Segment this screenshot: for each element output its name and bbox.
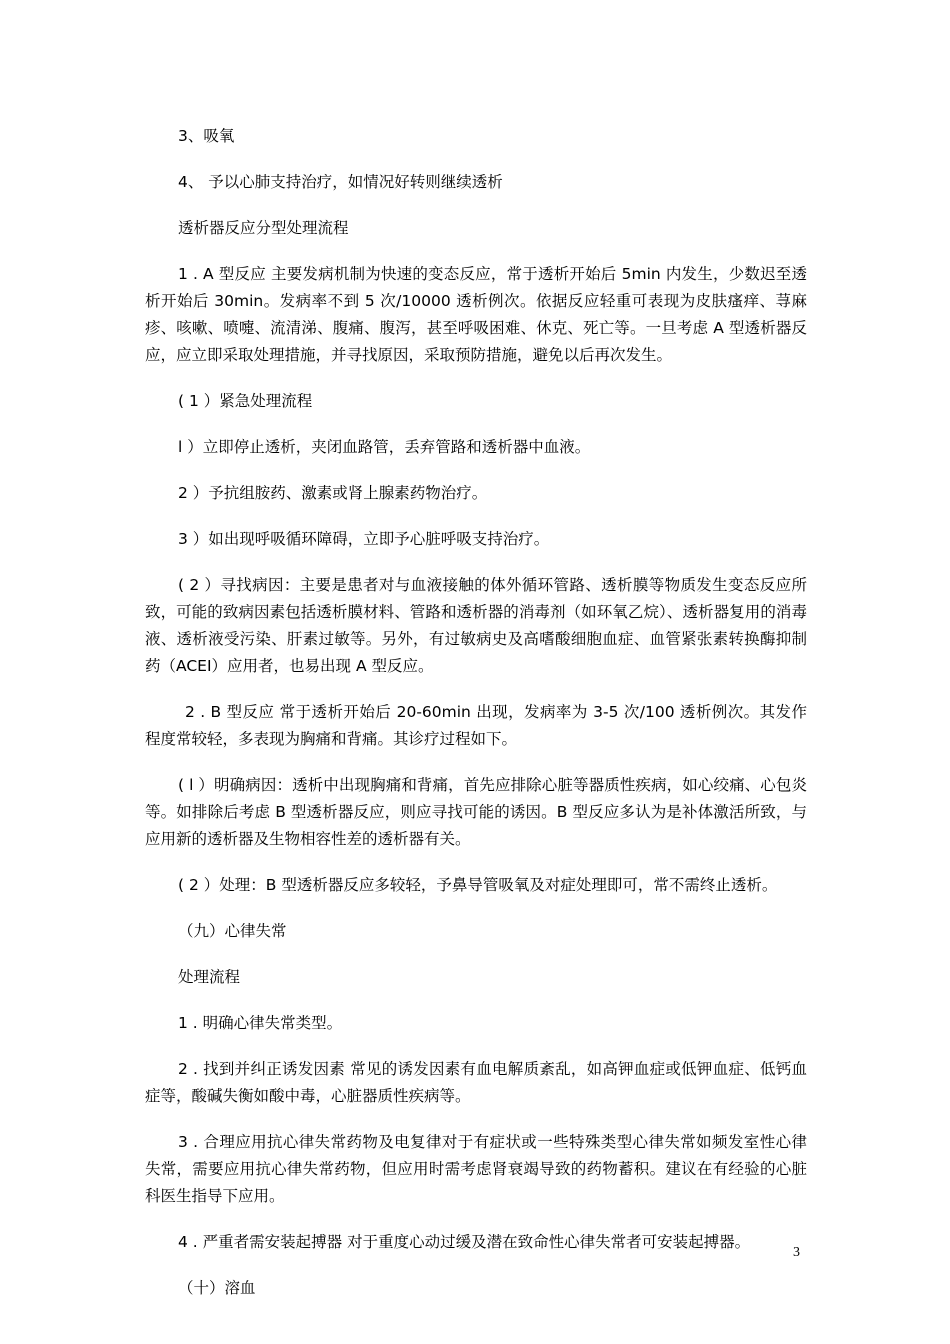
paragraph-treatment: ( 2 ）处理：B 型透析器反应多较轻，予鼻导管吸氧及对症处理即可，常不需终止透析。 — [178, 876, 778, 894]
page-number: 3 — [793, 1245, 800, 1260]
subheading-emergency-flow: ( 1 ）紧急处理流程 — [178, 392, 313, 410]
paragraph-type-a-reaction: 1 . A 型反应 主要发病机制为快速的变态反应，常于透析开始后 5min 内发生，少数迟至透析开始后 30min。发病率不到 5 次/10000 透析例次。依据反应轻重可表现为皮肤瘙痒、荨麻疹、咳嗽、喷嚏、流清涕、腹痛、腹泻，甚至呼吸困难、休克、死亡等。一旦考虑 A 型透析器反应，应立即采取处理措施，并寻找原因，采取预防措施，避免以后再次发生。 — [145, 265, 807, 364]
paragraph-cardiopulmonary-support: 4、 予以心肺支持治疗，如情况好转则继续透析 — [178, 173, 503, 191]
subheading-treatment-flow: 处理流程 — [178, 968, 241, 986]
list-item-antiarrhythmic-drugs: 3 . 合理应用抗心律失常药物及电复律对于有症状或一些特殊类型心律失常如频发室性心律失常，需要应用抗心律失常药物，但应用时需考虑肾衰竭导致的药物蓄积。建议在有经验的心脏科医生指导下应用。 — [145, 1133, 807, 1205]
paragraph-find-cause: ( 2 ）寻找病因：主要是患者对与血液接触的体外循环管路、透析膜等物质发生变态反应所致，可能的致病因素包括透析膜材料、管路和透析器的消毒剂（如环氧乙烷）、透析器复用的消毒液、透析液受污染、肝素过敏等。另外，有过敏病史及高嗜酸细胞血症、血管紧张素转换酶抑制药（ACEI）应用者，也易出现 A 型反应。 — [145, 576, 807, 675]
list-item-triggers: 2 . 找到并纠正诱发因素 常见的诱发因素有血电解质紊乱，如高钾血症或低钾血症、低钙血症等，酸碱失衡如酸中毒，心脏器质性疾病等。 — [145, 1060, 807, 1105]
document-body — [145, 123, 807, 1321]
section-heading-arrhythmia: （九）心律失常 — [178, 922, 287, 940]
section-heading-hemolysis: （十）溶血 — [178, 1279, 256, 1297]
list-item-antihistamine: 2 ）予抗组胺药、激素或肾上腺素药物治疗。 — [178, 484, 488, 502]
list-item-stop-dialysis: l ）立即停止透析，夹闭血路管，丢弃管路和透析器中血液。 — [178, 438, 591, 456]
list-item-cardiopulmonary: 3 ）如出现呼吸循环障碍，立即予心脏呼吸支持治疗。 — [178, 530, 550, 548]
paragraph-oxygen: 3、吸氧 — [178, 127, 235, 145]
heading-dialyzer-reaction-flow: 透析器反应分型处理流程 — [178, 219, 349, 237]
paragraph-identify-cause: ( l ）明确病因：透析中出现胸痛和背痛，首先应排除心脏等器质性疾病，如心绞痛、心包炎等。如排除后考虑 B 型透析器反应，则应寻找可能的诱因。B 型反应多认为是补体激活所致，与应用新的透析器及生物相容性差的透析器有关。 — [145, 776, 807, 848]
list-item-arrhythmia-type: 1 . 明确心律失常类型。 — [178, 1014, 343, 1032]
paragraph-type-b-reaction: 2 . B 型反应 常于透析开始后 20-60min 出现，发病率为 3-5 次/100 透析例次。其发作程度常较轻，多表现为胸痛和背痛。其诊疗过程如下。 — [145, 703, 807, 748]
list-item-pacemaker: 4 . 严重者需安装起搏器 对于重度心动过缓及潜在致命性心律失常者可安装起搏器。 — [178, 1233, 751, 1251]
